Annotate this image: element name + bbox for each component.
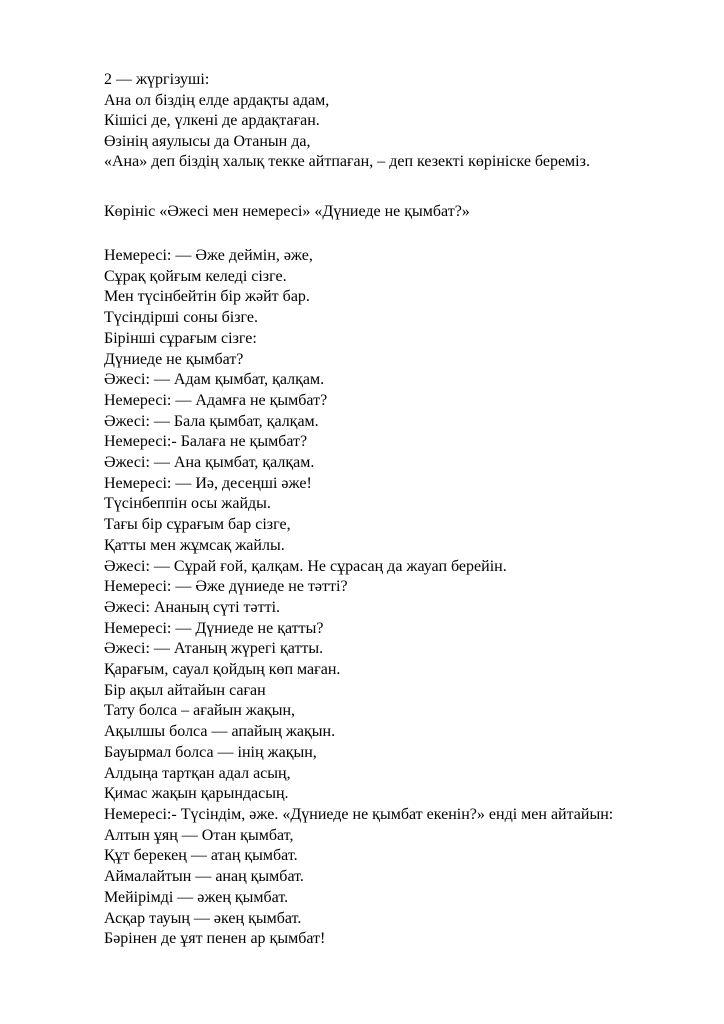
scene-title xyxy=(104,202,704,223)
dialogue-line: Ақылшы болса — апайың жақын. xyxy=(104,723,336,741)
scene-title-text: Көрініс «Әжесі мен немересі» «Дүниеде не қымбат?» xyxy=(104,203,470,220)
dialogue-line: Әжесі: — Ана қымбат, қалқам. xyxy=(104,454,315,472)
dialogue-section xyxy=(104,246,704,950)
dialogue-line: Сұрақ қойғым келеді сізге. xyxy=(104,267,287,285)
dialogue-line: Тағы бір сұрағым бар сізге, xyxy=(104,516,291,534)
dialogue-line: Бірінші сұрағым сізге: xyxy=(104,329,257,347)
dialogue-line: Алтын ұяң — Отан қымбат, xyxy=(104,826,294,844)
dialogue-line: Асқар тауың — әкең қымбат. xyxy=(104,909,302,927)
dialogue-line: Немересі: — Адамға не қымбат? xyxy=(104,391,328,409)
dialogue-line: Түсінбеппін осы жайды. xyxy=(104,495,271,513)
dialogue-line: Немересі: — Әже дүниеде не тәтті? xyxy=(104,578,348,596)
dialogue-line: Қимас жақын қарындасың. xyxy=(104,785,289,803)
dialogue-line: Немересі:- Балаға не қымбат? xyxy=(104,433,308,451)
dialogue-line: Немересі:- Түсіндім, әже. «Дүниеде не қымбат екенін?» енді мен айтайын: xyxy=(104,805,614,823)
dialogue-line: Қарағым, сауал қойдың көп маған. xyxy=(104,661,341,679)
dialogue-line: Немересі: — Дүниеде не қатты? xyxy=(104,619,324,637)
dialogue-line: Дүниеде не қымбат? xyxy=(104,350,244,368)
dialogue-line: Әжесі: — Сұрай ғой, қалқам. Не сұрасаң да жауап берейін. xyxy=(104,557,507,575)
dialogue-line: Мейірімді — әжең қымбат. xyxy=(104,888,289,906)
intro-line: «Ана» деп біздің халық текке айтпаған, – деп кезекті көрініске береміз. xyxy=(104,153,590,171)
dialogue-line: Әжесі: Ананың сүті тәтті. xyxy=(104,598,281,616)
intro-section xyxy=(104,70,704,173)
dialogue-line: Мен түсінбейтін бір жәйт бар. xyxy=(104,288,310,306)
dialogue-line: Немересі: — Әже деймін, әже, xyxy=(104,247,313,264)
dialogue-line: Әжесі: — Атаның жүрегі қатты. xyxy=(104,640,324,658)
dialogue-line: Бір ақыл айтайын саған xyxy=(104,681,266,699)
dialogue-line: Әжесі: — Бала қымбат, қалқам. xyxy=(104,412,319,430)
intro-line: Өзінің аяулысы да Отанын да, xyxy=(104,132,311,150)
dialogue-line: Құт берекең — атаң қымбат. xyxy=(104,847,298,865)
dialogue-line: Алдыңа тартқан адал асың, xyxy=(104,764,291,782)
intro-line: 2 — жүргізуші: xyxy=(104,71,210,88)
dialogue-line: Аймалайтын — анаң қымбат. xyxy=(104,868,304,886)
dialogue-line: Қатты мен жұмсақ жайлы. xyxy=(104,536,285,554)
dialogue-line: Немересі: — Иә, десеңші әже! xyxy=(104,474,312,492)
intro-line: Кішісі де, үлкені де ардақтаған. xyxy=(104,112,320,130)
dialogue-line: Бауырмал болса — інің жақын, xyxy=(104,743,317,761)
dialogue-line: Бәрінен де ұят пенен ар қымбат! xyxy=(104,930,326,948)
dialogue-line: Түсіндірші соны бізге. xyxy=(104,309,259,327)
dialogue-line: Әжесі: — Адам қымбат, қалқам. xyxy=(104,371,325,389)
dialogue-line: Тату болса – ағайын жақын, xyxy=(104,702,296,720)
intro-line: Ана ол біздің елде ардақты адам, xyxy=(104,91,330,109)
